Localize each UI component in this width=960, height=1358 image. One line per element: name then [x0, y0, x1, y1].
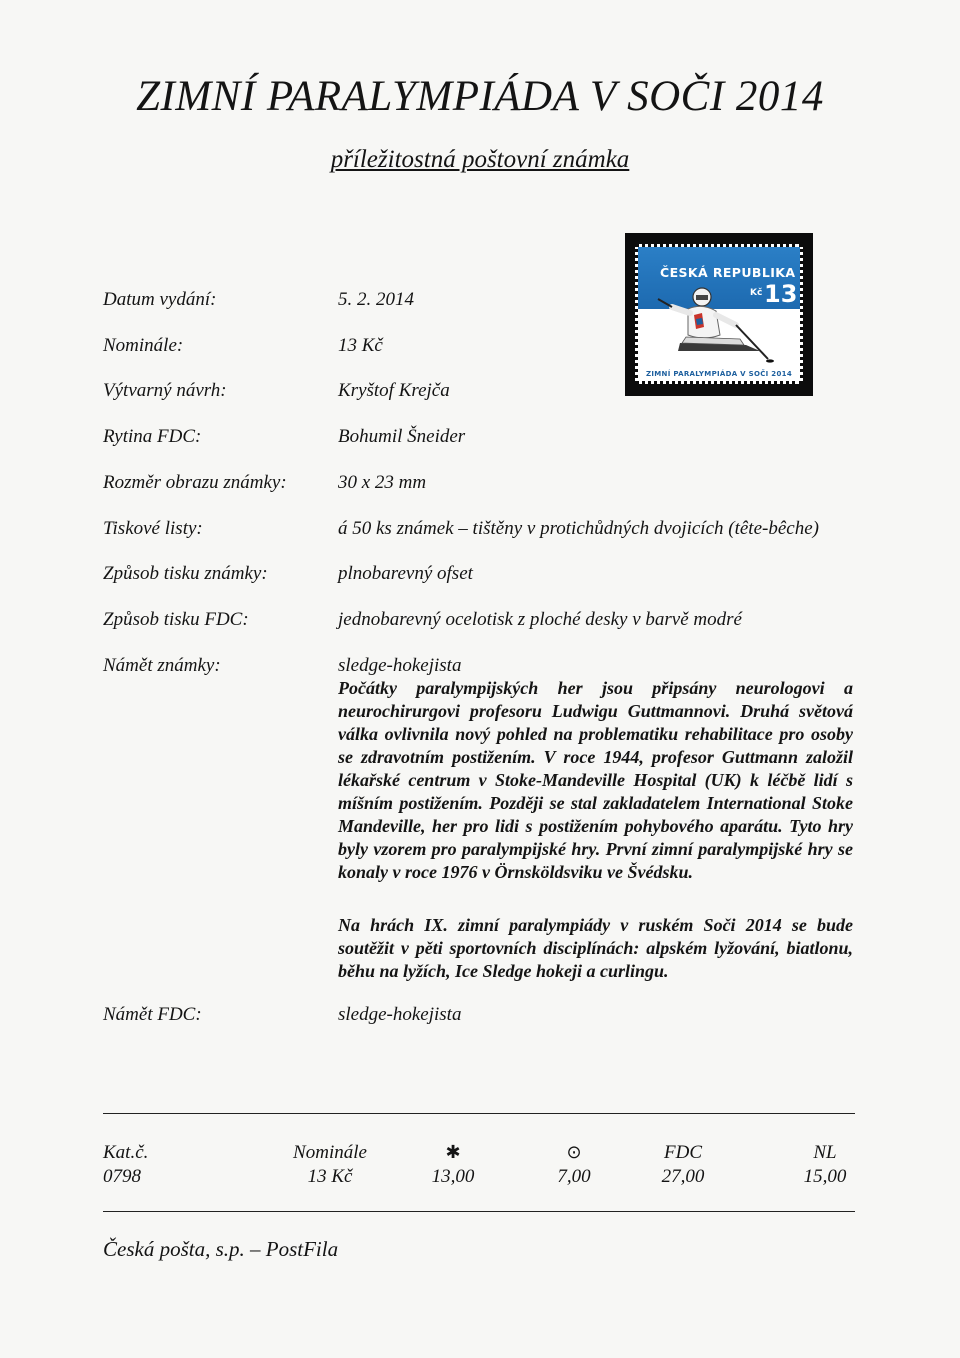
image-size-label: Rozměr obrazu známky: — [103, 472, 287, 493]
stamp-image — [625, 233, 813, 396]
table-bottom-rule — [103, 1211, 855, 1212]
catalog-number-header: Kat.č. — [103, 1142, 149, 1163]
fdc-subject-label: Námět FDC: — [103, 1004, 202, 1025]
history-paragraph: Počátky paralympijských her jsou připsány neurologovi a neurochirurgovi profesoru Ludwigu Guttmannovi. Druhá světová válka ovlivnila nový pohled na problematiku rehabilitace pro osoby se zdravotním postižením. V roce 1944, profesor Guttmann založil lékařské centrum v Stoke-Mandeville Hospital (UK) k léčbě lidí s míšním postižením. Později se stal zakladatelem International Stoke Mandeville, her pro lidi s postižením pohybového aparátu. Tyto hry byly vzorem pro paralympijské hry. První zimní paralympijské hry se konaly v roce 1976 v Örnsköldsviku ve Švédsku. — [338, 678, 853, 882]
mint-stamp-icon: ✱ — [445, 1142, 461, 1163]
stamp-subject-label: Námět známky: — [103, 655, 221, 676]
release-date-value: 5. 2. 2014 — [338, 289, 414, 310]
design-label: Výtvarný návrh: — [103, 380, 227, 401]
sheets-label: Tiskové listy: — [103, 518, 203, 539]
page-subtitle: příležitostná poštovní známka — [330, 146, 630, 173]
fdc-print-method-label: Způsob tisku FDC: — [103, 609, 249, 630]
nl-price-value: 15,00 — [803, 1166, 847, 1187]
stamp-print-method-label: Způsob tisku známky: — [103, 563, 268, 584]
games-paragraph: Na hrách IX. zimní paralympiády v ruském Soči 2014 se bude soutěžit v pěti sportovních disciplínách: alpském lyžování, biatlonu, běhu na lyžích, Ice Sledge hokeji a curlingu. — [338, 915, 853, 981]
sheets-value: á 50 ks známek – tištěny v protichůdných dvojicích (tête-bêche) — [338, 518, 819, 539]
used-price-value: 7,00 — [557, 1166, 591, 1187]
mint-price-value: 13,00 — [431, 1166, 475, 1187]
engraving-label: Rytina FDC: — [103, 426, 202, 447]
used-stamp-icon: ⊙ — [566, 1142, 582, 1163]
stamp-caption: ZIMNÍ PARALYMPIÁDA V SOČI 2014 — [646, 370, 792, 378]
fdc-price-value: 27,00 — [661, 1166, 705, 1187]
catalog-number-value: 0798 — [103, 1166, 141, 1187]
fdc-header: FDC — [664, 1142, 702, 1163]
stamp-print-method-value: plnobarevný ofset — [338, 563, 473, 584]
nominal-table-value: 13 Kč — [307, 1166, 353, 1187]
stamp-face — [635, 244, 803, 384]
nominal-header: Nominále — [293, 1142, 367, 1163]
page-title: ZIMNÍ PARALYMPIÁDA V SOČI 2014 — [136, 73, 824, 120]
stamp-value: 13 — [764, 280, 798, 308]
table-top-rule — [103, 1113, 855, 1114]
publisher-footer: Česká pošta, s.p. – PostFila — [103, 1237, 339, 1261]
nl-header: NL — [813, 1142, 837, 1163]
stamp-country: ČESKÁ REPUBLIKA — [660, 265, 796, 280]
image-size-value: 30 x 23 mm — [338, 472, 427, 493]
engraving-value: Bohumil Šneider — [338, 426, 466, 447]
design-value: Kryštof Krejča — [338, 380, 450, 401]
nominal-value: 13 Kč — [338, 335, 383, 356]
release-date-label: Datum vydání: — [103, 289, 217, 310]
stamp-subject-value: sledge-hokejista — [338, 655, 462, 676]
nominal-label: Nominále: — [103, 335, 184, 356]
stamp-currency: Kč — [750, 288, 763, 298]
fdc-subject-value: sledge-hokejista — [338, 1004, 462, 1025]
fdc-print-method-value: jednobarevný ocelotisk z ploché desky v barvě modré — [338, 609, 742, 630]
